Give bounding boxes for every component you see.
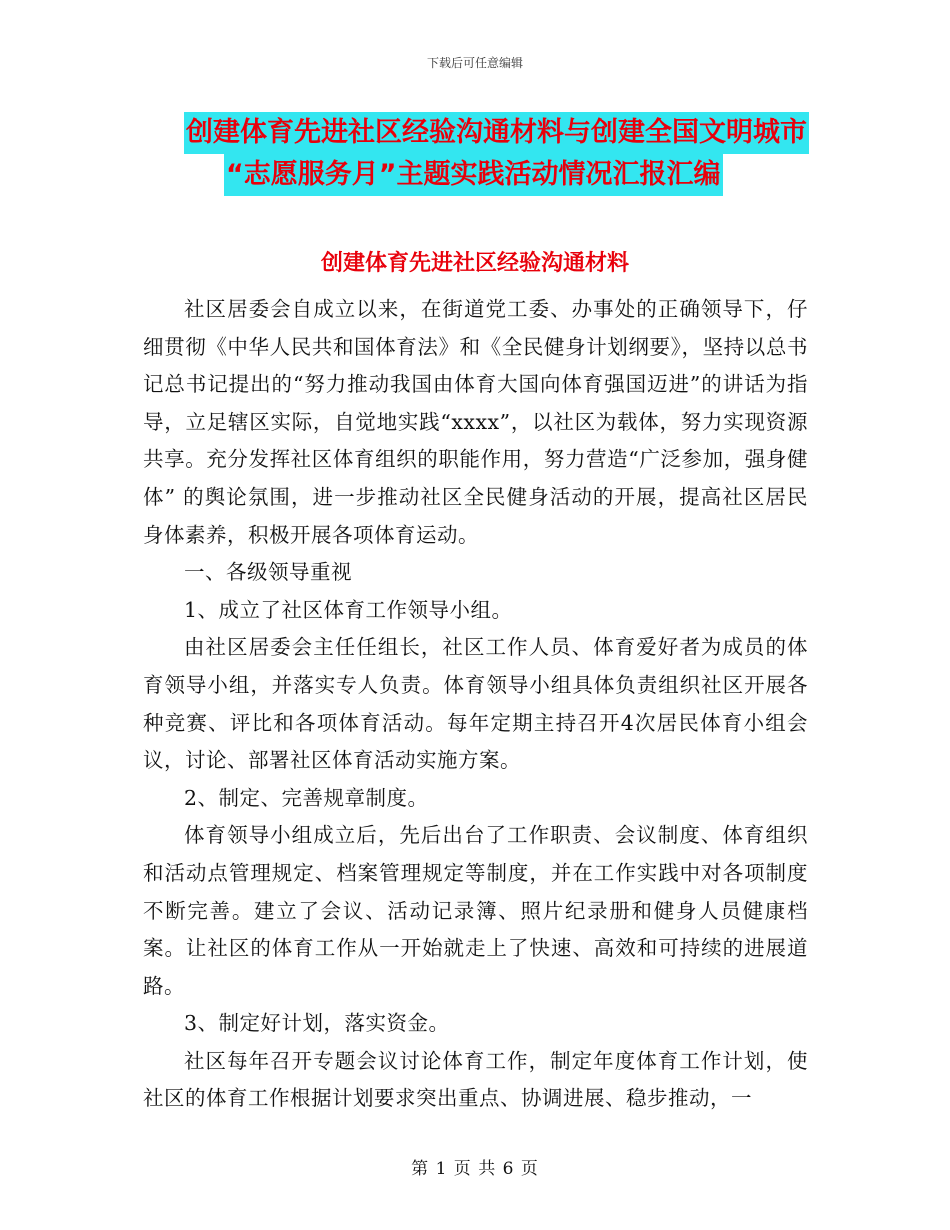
section-title: 创建体育先进社区经验沟通材料 (320, 251, 629, 276)
paragraph-1: 由社区居委会主任任组长，社区工作人员、体育爱好者为成员的体育领导小组，并落实专人负责。体育领导小组具体负责组织社区开展各种竞赛、评比和各项体育活动。每年定期主持召开4次居民体育小组会议，讨论、部署社区体育活动实施方案。 (143, 635, 808, 773)
document-body (143, 291, 808, 1118)
paragraph-intro: 社区居委会自成立以来，在街道党工委、办事处的正确领导下，仔细贯彻《中华人民共和国体育法》和《全民健身计划纲要》，坚持以总书记总书记提出的“努力推动我国由体育大国向体育强国迈进”的讲话为指导，立足辖区实际，自觉地实践“xxxx”，以社区为载体，努力实现资源共享。充分发挥社区体育组织的职能作用，努力营造“广泛参加，强身健体” 的舆论氛围，进一步推动社区全民健身活动的开展，提高社区居民身体素养，积极开展各项体育运动。 (143, 297, 808, 547)
subheading-2: 2、制定、完善规章制度。 (184, 785, 429, 810)
subheading-1: 1、成立了社区体育工作领导小组。 (184, 597, 513, 622)
document-title (184, 112, 824, 196)
paragraph-3: 社区每年召开专题会议讨论体育工作，制定年度体育工作计划，使社区的体育工作根据计划要求突出重点、协调进展、稳步推动，一 (143, 1048, 808, 1111)
document-title-line-1: 创建体育先进社区经验沟通材料与创建全国文明城市 (184, 112, 809, 154)
subheading-3: 3、制定好计划，落实资金。 (184, 1011, 450, 1036)
heading-leadership: 一、各级领导重视 (184, 560, 352, 585)
paragraph-2: 体育领导小组成立后，先后出台了工作职责、会议制度、体育组织和活动点管理规定、档案管理规定等制度，并在工作实践中对各项制度不断完善。建立了会议、活动记录簿、照片纪录册和健身人员健康档案。让社区的体育工作从一开始就走上了快速、高效和可持续的进展道路。 (143, 823, 808, 998)
document-title-line-2: “志愿服务月”主题实践活动情况汇报汇编 (224, 154, 723, 196)
page-footer: 第 1 页 共 6 页 (411, 1159, 539, 1179)
header-note: 下载后可任意编辑 (426, 56, 523, 70)
